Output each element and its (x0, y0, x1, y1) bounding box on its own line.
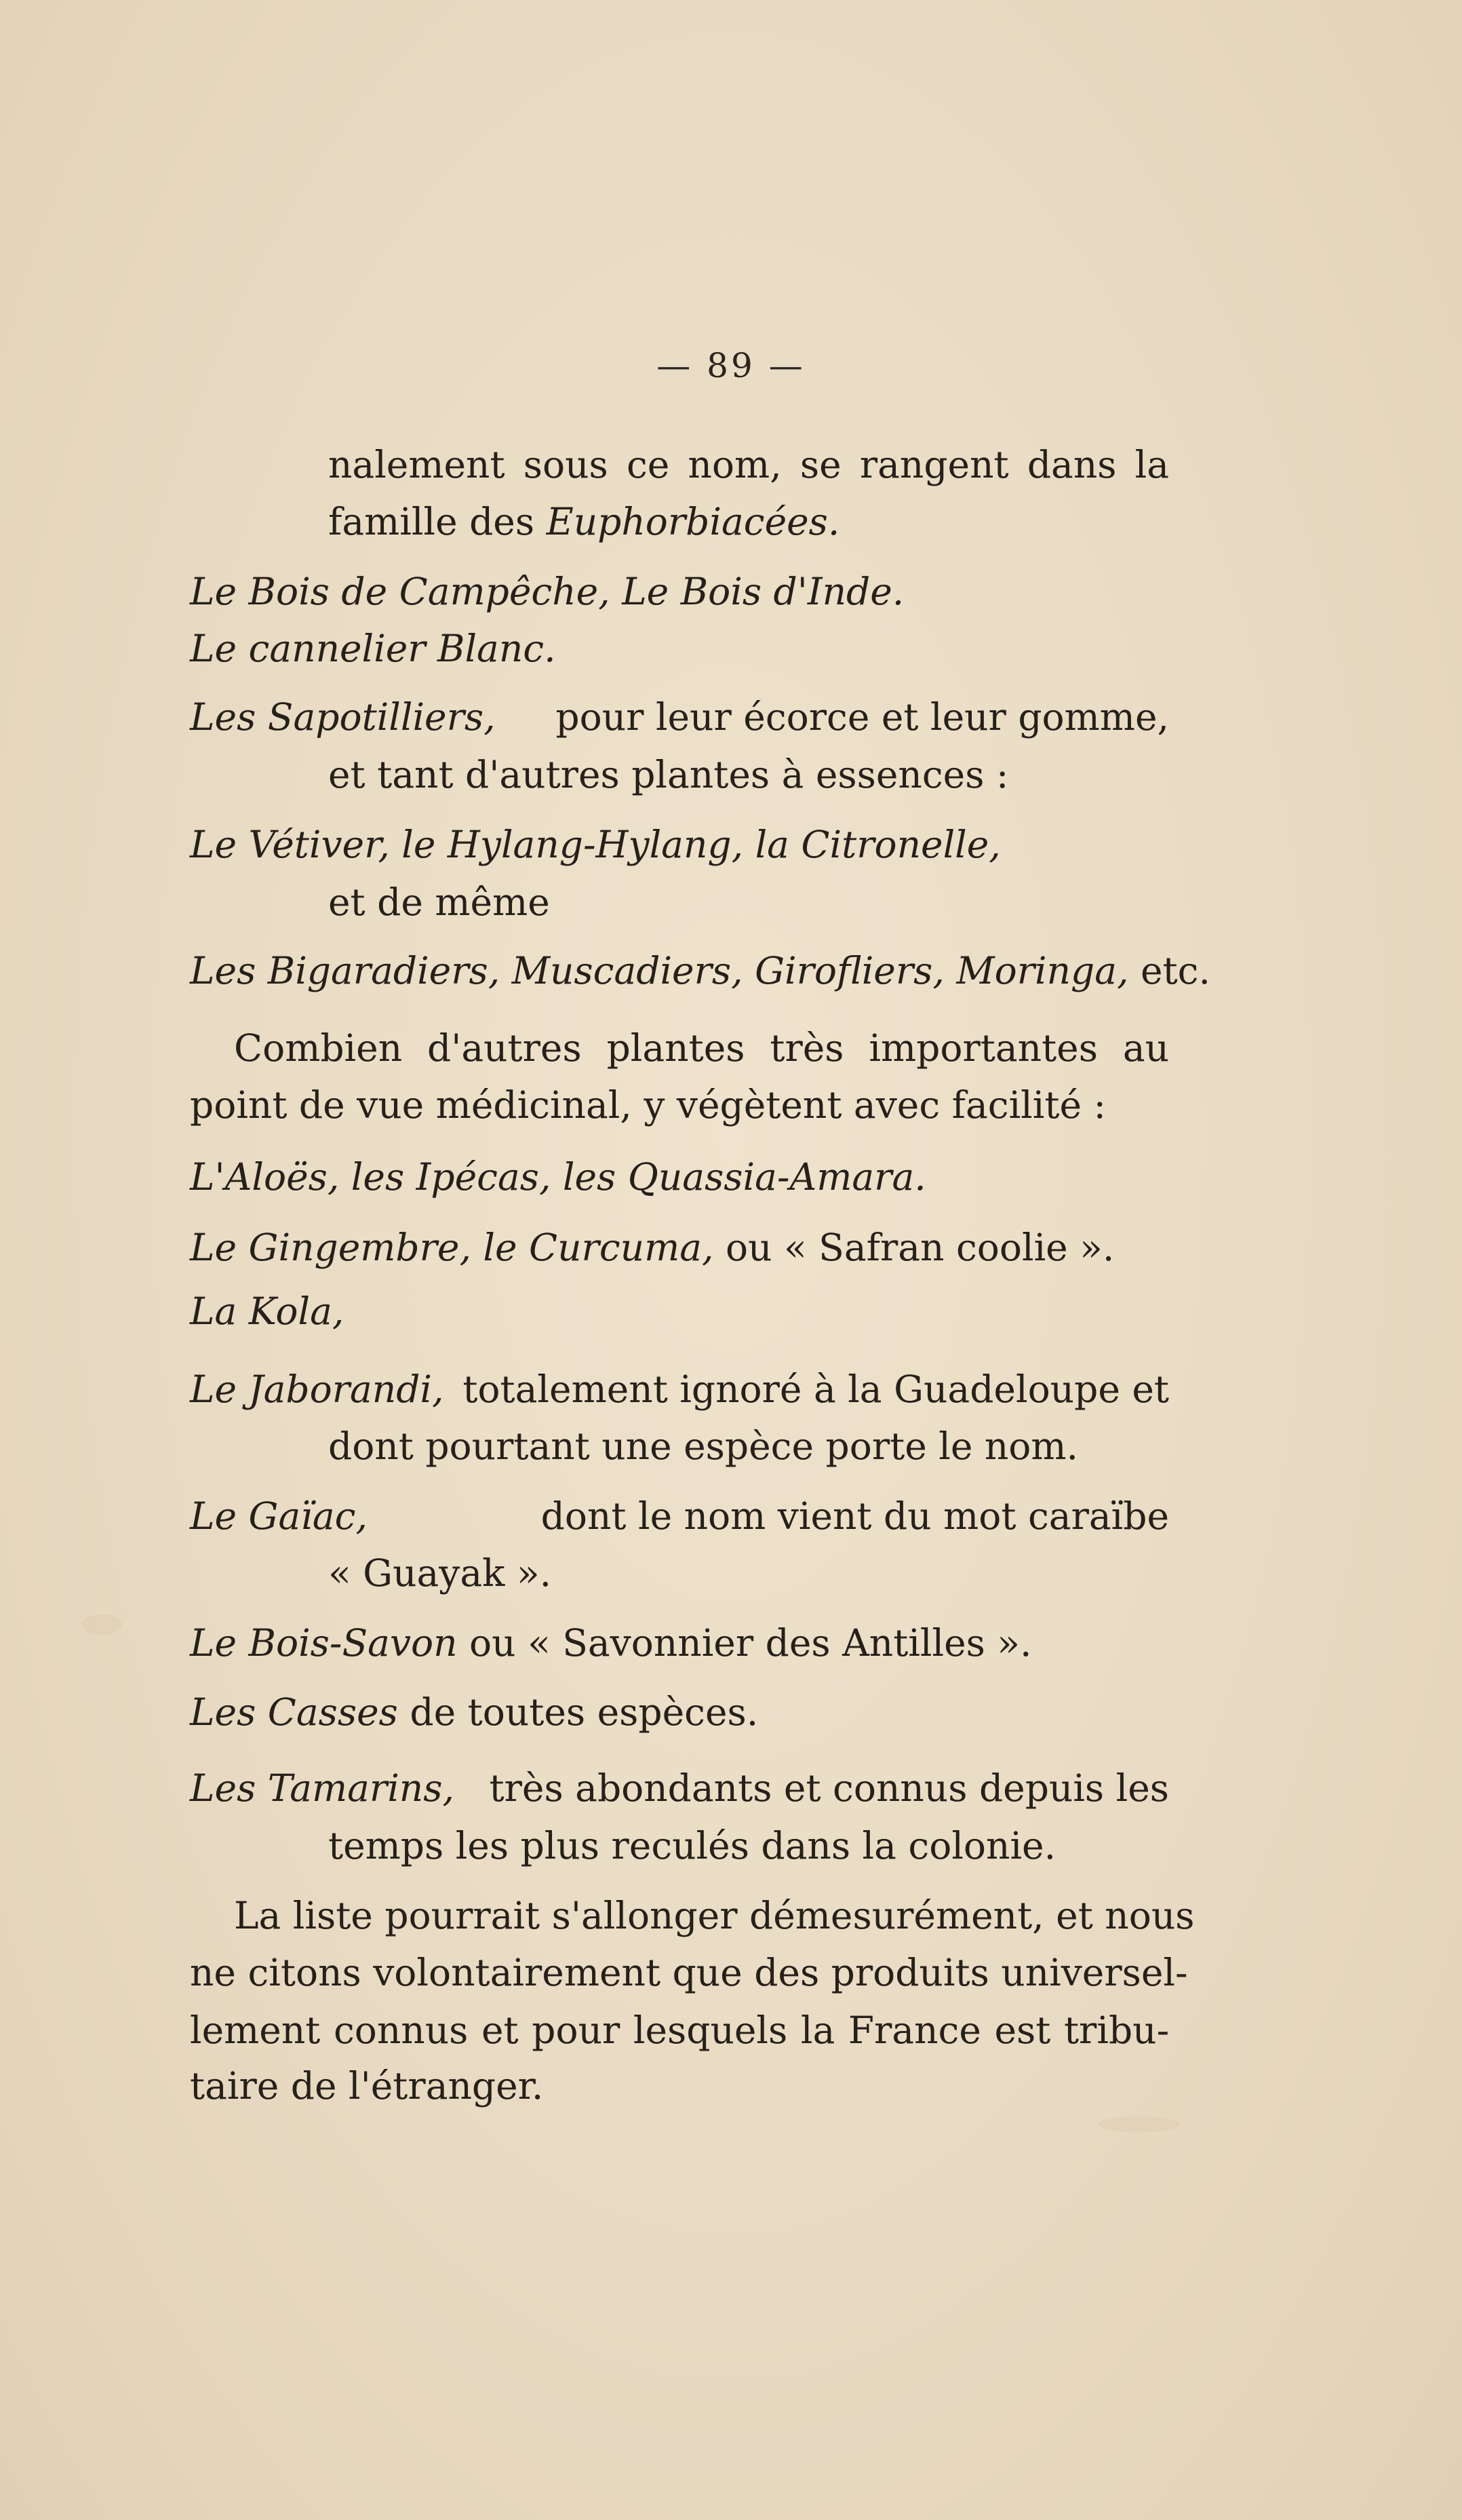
text-segment: famille des (328, 500, 535, 543)
text-segment: « Guayak ». (328, 1551, 552, 1595)
text-segment: et de même (328, 880, 550, 924)
text-line (190, 1224, 1114, 1271)
text-segment-italic: La Kola, (190, 1290, 344, 1333)
text-segment-italic: Les Tamarins, (190, 1766, 454, 1810)
text-segment: ne citons volontairement que des produits universel- (190, 1951, 1188, 1994)
text-segment-italic: Le cannelier Blanc. (190, 627, 556, 670)
text-line (190, 625, 556, 672)
text-segment: ou « Savonnier des Antilles ». (469, 1621, 1032, 1665)
paper-stain (81, 1614, 122, 1635)
text-segment: dont pourtant une espèce porte le nom. (328, 1424, 1079, 1468)
text-line (234, 1024, 1169, 1072)
text-line (190, 1688, 758, 1736)
text-line (190, 2062, 543, 2110)
text-line (190, 1492, 1169, 1540)
page-number: — 89 — (656, 346, 806, 385)
text-line (328, 751, 1008, 798)
text-line (190, 1153, 926, 1201)
text-segment-italic: Euphorbiacées. (546, 500, 840, 543)
text-segment-italic: Le Gaïac, (190, 1494, 368, 1538)
text-segment-italic: Le Bois-Savon (190, 1621, 458, 1665)
text-segment-italic: Les Casses (190, 1690, 398, 1734)
text-line (190, 2007, 1169, 2054)
text-line (190, 568, 904, 615)
text-segment-italic: Le Vétiver, le Hylang-Hylang, la Citronelle, (190, 823, 1001, 866)
text-line (328, 1549, 551, 1597)
text-line (328, 498, 839, 545)
text-segment-italic: Les Bigaradiers, Muscadiers, Girofliers, Moringa, (190, 949, 1129, 992)
text-segment: dont le nom vient du mot caraïbe (540, 1494, 1169, 1538)
text-segment: pour leur écorce et leur gomme, (555, 695, 1169, 739)
text-line (190, 1619, 1031, 1667)
text-segment: lement connus et pour lesquels la France est tribu- (190, 2009, 1170, 2052)
text-line (190, 1081, 1106, 1129)
text-segment: très abondants et connus depuis les (489, 1766, 1169, 1810)
text-segment: Combien d'autres plantes très importantes au (234, 1026, 1170, 1070)
text-segment: point de vue médicinal, y végètent avec facilité : (190, 1083, 1107, 1127)
text-segment: ou « Safran coolie ». (725, 1226, 1115, 1269)
text-segment-italic: L'Aloës, les Ipécas, les Quassia-Amara. (190, 1155, 926, 1199)
text-segment: nalement sous ce nom, se rangent dans la (328, 443, 1170, 486)
text-line (190, 1365, 1169, 1413)
text-segment-italic: Le Jaborandi, (190, 1368, 444, 1411)
text-segment: La liste pourrait s'allonger démesurément, et nous (234, 1894, 1195, 1937)
text-line (190, 947, 1210, 994)
text-line (190, 821, 1001, 868)
text-segment-italic: Le Bois de Campêche, Le Bois d'Inde. (190, 570, 905, 613)
text-segment: totalement ignoré à la Guadeloupe et (462, 1368, 1169, 1411)
text-segment: etc. (1141, 949, 1210, 992)
paper-stain (1099, 2116, 1180, 2133)
text-line (190, 1764, 1169, 1812)
text-line (328, 1422, 1078, 1470)
text-line (190, 1287, 344, 1335)
text-segment: de toutes espèces. (410, 1690, 759, 1734)
text-segment: et tant d'autres plantes à essences : (328, 753, 1009, 796)
text-line (234, 1892, 1195, 1939)
text-segment: taire de l'étranger. (190, 2064, 544, 2108)
text-line (190, 693, 1169, 741)
text-segment-italic: Le Gingembre, le Curcuma, (190, 1226, 714, 1269)
text-segment: temps les plus reculés dans la colonie. (328, 1824, 1056, 1867)
text-segment-italic: Les Sapotilliers, (190, 695, 496, 739)
text-line (328, 441, 1169, 488)
text-line (328, 878, 550, 926)
text-line (190, 1949, 1188, 1996)
text-line (328, 1822, 1056, 1869)
